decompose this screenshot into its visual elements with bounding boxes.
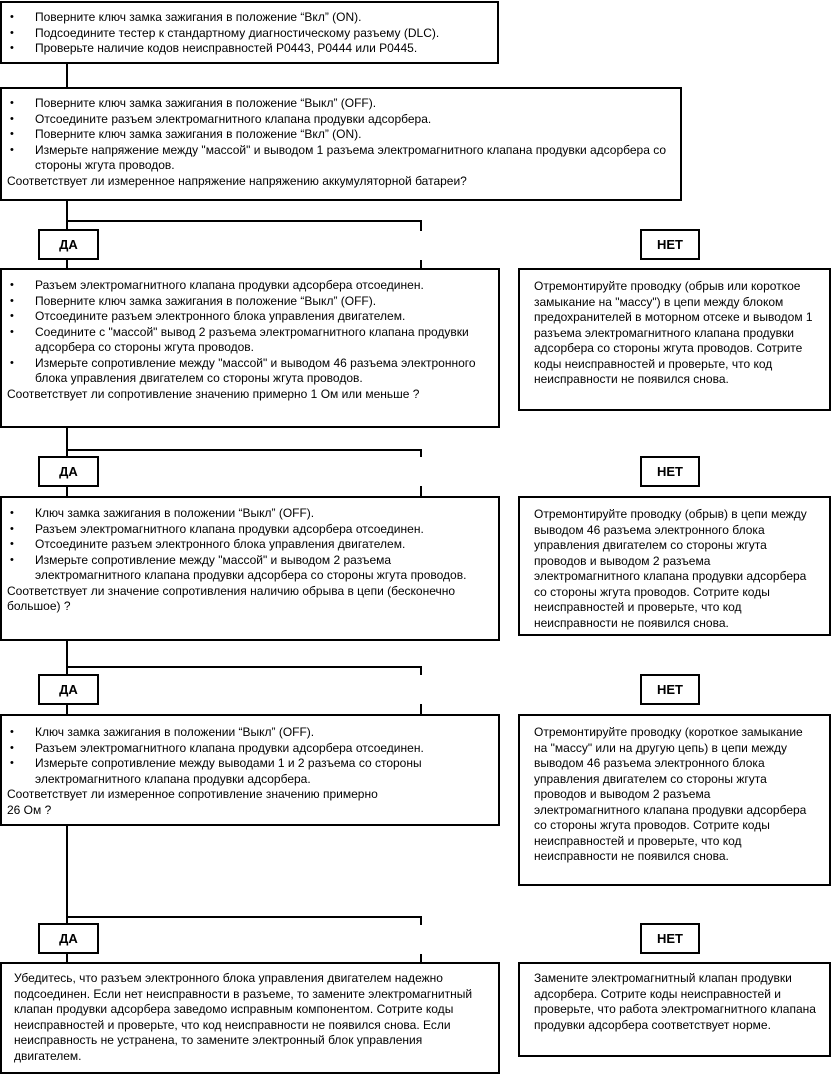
step4-no-box (518, 496, 831, 636)
connector-line (66, 426, 68, 457)
step1-box (0, 1, 499, 64)
step5-no-action: Отремонтируйте проводку (короткое замыкание на "массу" или на другую цепь) в цепи между выводом 46 разъема электронного блока управления двигателем со стороны жгута проводов и выводом 2 разъема электромагнитного клапана продувки адсорбера со стороны жгута проводов. Сотрите коды неисправностей и проверьте, что код неисправности не появился снова. (534, 725, 807, 863)
connector-line (66, 916, 421, 918)
connector-line (66, 639, 68, 675)
yes-label: ДА (38, 229, 99, 260)
step3-no-box (518, 268, 831, 411)
step2-item: • Поверните ключ замка зажигания в положение “Вкл” (ON). (2, 127, 674, 143)
no-label: НЕТ (640, 229, 700, 260)
step5-item: • Ключ замка зажигания в положении “Выкл” (OFF). (2, 725, 492, 741)
step4-item: • Измерьте сопротивление между "массой" и выводом 2 разъема электромагнитного клапана продувки адсорбера со стороны жгута проводов. (2, 553, 492, 584)
yes-label: ДА (38, 674, 99, 705)
step4-item: • Ключ замка зажигания в положении “Выкл” (OFF). (2, 506, 492, 522)
connector-line (420, 916, 422, 925)
no-label: НЕТ (640, 456, 700, 487)
step3-no-action: Отремонтируйте проводку (обрыв или короткое замыкание на "массу") в цепи между блоком предохранителей в моторном отсеке и выводом 1 разъема электромагнитного клапана продувки адсорбера со стороны жгута проводов. Сотрите коды неисправностей и проверьте, что код неисправности не появился снова. (534, 279, 813, 386)
step4-item: • Отсоедините разъем электронного блока управления двигателем. (2, 537, 492, 553)
final-yes-box (0, 962, 500, 1074)
connector-line (66, 63, 68, 87)
step2-item: • Измерьте напряжение между "массой" и выводом 1 разъема электромагнитного клапана продувки адсорбера со стороны жгута проводов. (2, 143, 674, 174)
step4-box (0, 496, 500, 641)
connector-line (66, 666, 421, 668)
step3-box (0, 268, 500, 428)
step3-item: • Отсоедините разъем электронного блока управления двигателем. (2, 309, 492, 325)
step5-item: • Измерьте сопротивление между выводами 1 и 2 разъема со стороны электромагнитного клапана продувки адсорбера. (2, 756, 492, 787)
step1-item: • Подсоедините тестер к стандартному диагностическому разъему (DLC). (2, 26, 497, 42)
step1-item: • Поверните ключ замка зажигания в положение “Вкл” (ON). (2, 10, 497, 26)
connector-line (66, 220, 421, 222)
step4-no-action: Отремонтируйте проводку (обрыв) в цепи между выводом 46 разъема электронного блока управления двигателем со стороны жгута проводов и выводом 2 разъема электромагнитного клапана продувки адсорбера со стороны жгута проводов. Сотрите коды неисправностей и проверьте, что код неисправности не появился снова. (534, 507, 807, 630)
step5-question: Соответствует ли измеренное сопротивление значению примерно 26 Ом ? (7, 787, 378, 817)
no-label: НЕТ (640, 923, 700, 954)
connector-line (66, 825, 68, 925)
step4-question: Соответствует ли значение сопротивления наличию обрыва в цепи (бесконечно большое) ? (7, 583, 456, 613)
connector-line (420, 449, 422, 457)
step3-item: • Поверните ключ замка зажигания в положение “Выкл” (OFF). (2, 294, 492, 310)
step2-question: Соответствует ли измеренное напряжение напряжению аккумуляторной батареи? (7, 173, 467, 188)
final-yes-action: Убедитесь, что разъем электронного блока управления двигателем надежно подсоединен. Если нет неисправности в разъеме, то замените электромагнитный клапан продувки адсорбера заведомо исправным компонентом. Сотрите коды неисправностей и проверьте, что код неисправности не появился снова. Если неисправность не устранена, то замените электронный блок управления двигателем. (14, 971, 473, 1063)
step5-item: • Разъем электромагнитного клапана продувки адсорбера отсоединен. (2, 741, 492, 757)
step2-item: • Отсоедините разъем электромагнитного клапана продувки адсорбера. (2, 112, 674, 128)
step3-item: • Измерьте сопротивление между "массой" и выводом 46 разъема электронного блока управления двигателем со стороны жгута проводов. (2, 356, 492, 387)
step4-item: • Разъем электромагнитного клапана продувки адсорбера отсоединен. (2, 522, 492, 538)
connector-line (66, 200, 68, 231)
step2-box (0, 87, 682, 201)
final-no-box (518, 962, 831, 1057)
yes-label: ДА (38, 456, 99, 487)
step5-box (0, 714, 500, 826)
step3-question: Соответствует ли сопротивление значению примерно 1 Ом или меньше ? (7, 386, 420, 401)
yes-label: ДА (38, 923, 99, 954)
connector-line (66, 449, 421, 451)
step3-item: • Разъем электромагнитного клапана продувки адсорбера отсоединен. (2, 278, 492, 294)
connector-line (420, 220, 422, 231)
final-no-action: Замените электромагнитный клапан продувки адсорбера. Сотрите коды неисправностей и проверьте, что работа электромагнитного клапана продувки адсорбера соответствует норме. (534, 971, 816, 1032)
step1-item: • Проверьте наличие кодов неисправностей P0443, P0444 или P0445. (2, 41, 497, 57)
step2-item: • Поверните ключ замка зажигания в положение “Выкл” (OFF). (2, 96, 674, 112)
step5-no-box (518, 714, 831, 886)
connector-line (420, 666, 422, 675)
step3-item: • Соедините с "массой" вывод 2 разъема электромагнитного клапана продувки адсорбера со стороны жгута проводов. (2, 325, 492, 356)
no-label: НЕТ (640, 674, 700, 705)
